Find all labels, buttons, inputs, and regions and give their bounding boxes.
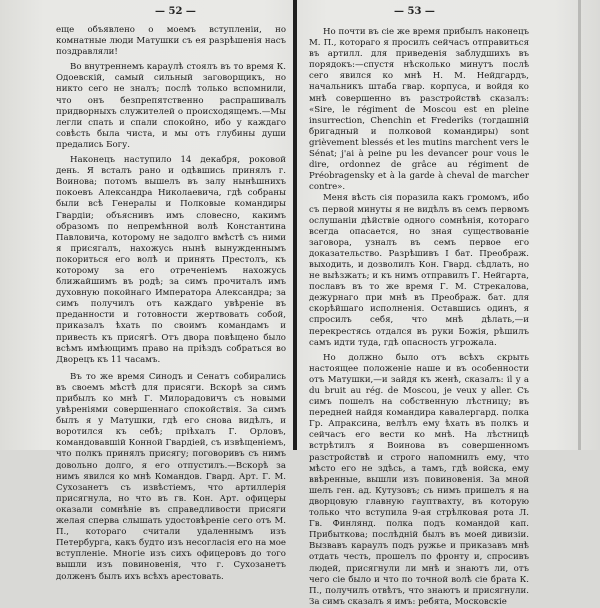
left-page [0,0,293,582]
paragraph: Въ то же время Синодъ и Сенатъ собирались въ своемъ мѣстѣ для присяги. Вскорѣ за симъ прибылъ ко мнѣ Г. Милорадовичъ съ новыми увѣреніями совершеннаго спокойствія. За симъ былъ я у Матушки, гдѣ его снова видѣлъ, и воротился къ себѣ; пріѣхалъ Г. Орловъ, командовавшій Конной Гвардіей, съ извѣщеніемъ, что полкъ принялъ присягу; поговоривъ съ нимъ довольно долго, я его отпустилъ.—Вскорѣ за нимъ явился ко мнѣ Командов. Гвард. Арт. Г. М. Сухозанетъ съ извѣстіемъ, что артиллерія присягнула, но что въ гв. Кон. Арт. офицеры оказали сомнѣніе въ справедливости присяги желая сперва слышать удостовѣреніе сего отъ М. П., котораго считали удаленнымъ изъ Петербурга, какъ будто изъ несогласія его на мое вступленіе. Многіе изъ сихъ офицеровъ до того вышли изъ повиновенія, что г. Сухозанетъ долженъ былъ ихъ всѣхъ арестовать. [56,371,286,582]
paragraph: Наконецъ наступило 14 декабря, роковой день. Я всталъ рано и одѣвшись принялъ г. Воинова; потомъ вышелъ въ залу нынѣшнихъ покоевъ Александра Николаевича, гдѣ собраны были всѣ Генералы и Полковые командиры Гвардіи; объяснивъ имъ словесно, какимъ образомъ по непремѣнной волѣ Константина Павловича, которому не задолго вмѣстѣ съ ними я присягалъ, нахожусь нынѣ вынужденнымъ покориться его волѣ и принять Престолъ, къ которому за его отреченіемъ нахожусь ближайшимъ въ родѣ; за симъ прочиталъ имъ духовную покойнаго Императора Александра; за симъ получилъ отъ каждаго увѣреніе въ преданности и готовности жертвовать собой, приказалъ ѣхать по своимъ командамъ и привесть къ присягѣ. Отъ двора повѣщено было всѣмъ имѣющимъ право на пріѣздъ собраться во Дворецъ къ 11 часамъ. [56,155,286,365]
paragraph: Меня вѣсть сія поразила какъ громомъ, ибо съ первой минуты я не видѣлъ въ семъ первомъ ослушаніи дѣйствіе одного сомнѣнія, котораго всегда опасается, но зная существованіе заговора, узналъ въ семъ первое его доказательство. Разрѣшивъ I бат. Преображ. выходить, и дозволилъ Кон. Гвард. сѣдлать, но не выѣзжать; и къ нимъ отправилъ Г. Нейгарта, пославъ въ то же время Г. М. Стрекалова, дежурнаго при мнѣ въ Преображ. бат. для скорѣйшаго исполненія. Оставшись одинъ, я спросилъ себя, что мнѣ дѣлать,—и перекрестясь отдался въ руки Божія, рѣшилъ самъ идти туда, гдѣ опасность угрожала. [309,193,529,348]
paragraph: Но должно было отъ всѣхъ скрыть настоящее положеніе наше и въ особенности отъ Матушки,—и зайдя къ женѣ, сказалъ: il y a du bruit au rég. de Moscou, je veux y aller. Съ симъ пошелъ на собственную лѣстницу; въ передней найдя командира кавалергард. полка Гр. Апраксина, велѣлъ ему ѣхать въ полкъ и сейчасъ его вести ко мнѣ. На лѣстницѣ встрѣтилъ я Воинова въ совершенномъ разстройствѣ и строго напомнилъ ему, что мѣсто его не здѣсь, а тамъ, гдѣ войска, ему ввѣренные, вышли изъ повиновенія. За мной шелъ ген. ад. Кутузовъ; съ нимъ пришелъ я на дворцовую главную гауптвахту, въ которую только что вступила 9-ая стрѣлковая рота Л. Гв. Финлянд. полка подъ командой кап. Прибыткова; послѣдній былъ въ моей дивизіи. Вызвавъ караулъ подъ ружье и приказавъ мнѣ отдать честь, прошелъ по фронту и, спросивъ людей, присягнули ли мнѣ и знаютъ ли, отъ чего сіе было и что по точной волѣ сіе брата К. П., получилъ отвѣтъ, что знаютъ и присягнули. За симъ сказалъ я имъ: ребята, Московскіе [309,352,529,607]
paragraph: Во внутреннемъ караулѣ стоялъ въ то время К. Одоевскій, самый сильный заговорщикъ, но никто сего не зналъ; послѣ только вспомнили, что онъ безпрепятственно распрашивалъ придворныхъ служителей о происходящемъ.—Мы легли спать и спали спокойно, ибо у каждаго совѣсть была чиста, и мы отъ глубины души предались Богу. [56,62,286,150]
page-number-left: — 52 — [155,6,196,17]
paragraph: еще объявлено о моемъ вступленіи, но комнатные люди Матушки съ ея разрѣшенія насъ поздравляли! [56,25,286,58]
page-number-right: — 53 — [394,6,435,17]
right-page [297,0,600,607]
paragraph: Но почти въ сіе же время прибылъ наконецъ М. П., котораго я просилъ сейчасъ отправиться въ артилл. для приведенія заблудшихъ въ порядокъ:—спустя нѣсколько минутъ послѣ сего явился ко мнѣ Н. М. Нейдгардъ, начальникъ штаба гвар. корпуса, и войдя ко мнѣ совершенно въ разстройствѣ сказалъ: «Sire, le régiment de Moscou est en pleine insurrection, Chenchin et Frederiks (тогдашній бригадный и полковой командиры) sont grièvement blessés et les mutins marchent vers le Sénat; j'ai à peine pu les devancer pour vous le dire, ordonnez de grâce au régiment de Préobragensky et à la garde à cheval de marcher contre». [309,27,529,193]
right-page-text [309,23,529,608]
page-edge [578,0,581,450]
left-page-text [56,25,286,583]
